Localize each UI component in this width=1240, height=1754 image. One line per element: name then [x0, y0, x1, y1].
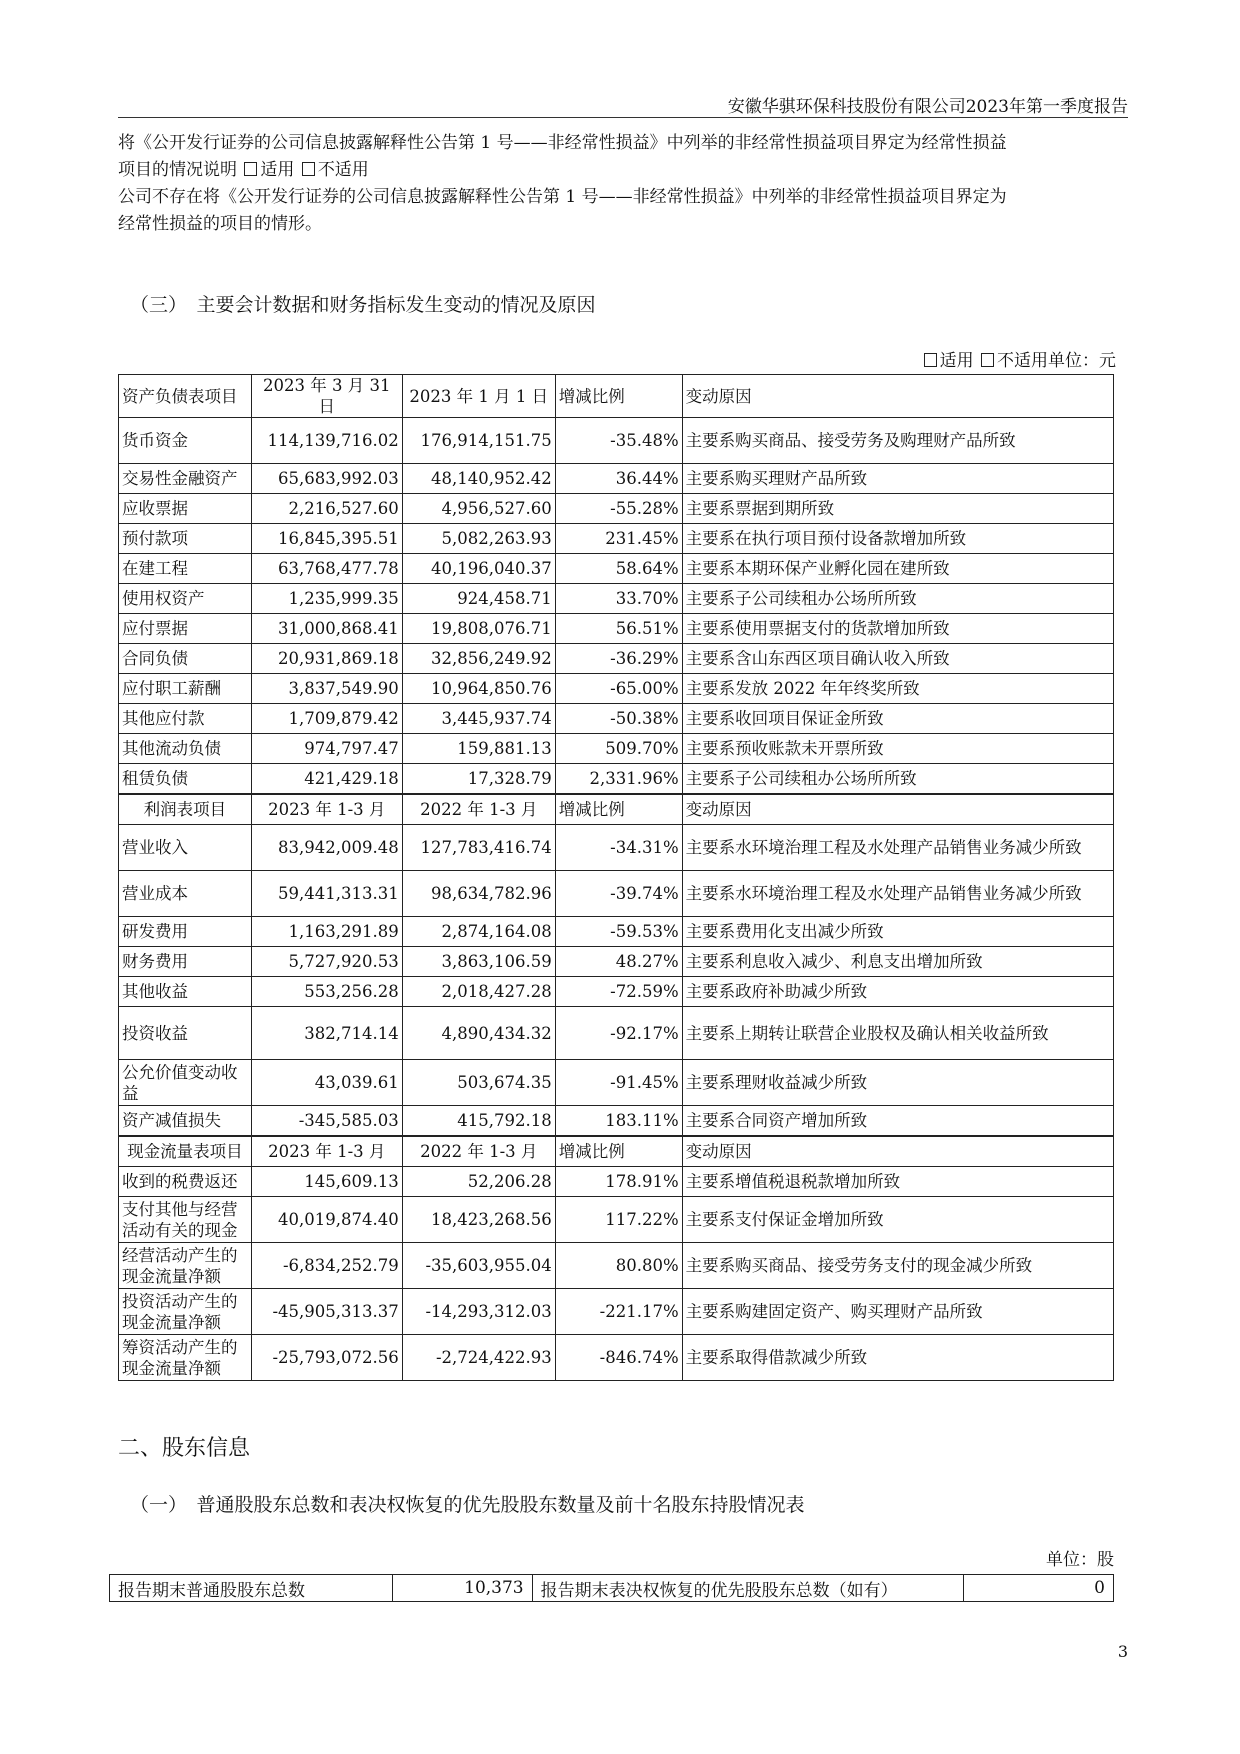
cell-previous: 3,863,106.59	[402, 947, 555, 977]
shareholder-count-table	[109, 1574, 1114, 1602]
cell-item: 资产减值损失	[119, 1106, 252, 1137]
cell-reason: 主要系费用化支出减少所致	[682, 917, 1113, 947]
cell-previous: 4,890,434.32	[402, 1007, 555, 1060]
cell-current: 2,216,527.60	[251, 494, 402, 524]
cell-current: -45,905,313.37	[251, 1289, 402, 1335]
preferred-holders-label: 报告期末表决权恢复的优先股股东总数（如有）	[532, 1575, 964, 1602]
cell-reason: 主要系预收账款未开票所致	[682, 734, 1113, 764]
table-row	[119, 1060, 1114, 1106]
table-row	[110, 1575, 1114, 1602]
unit-applicable-label: 适用	[939, 351, 974, 371]
table-row	[119, 524, 1114, 554]
cell-change: -91.45%	[555, 1060, 682, 1106]
cell-reason: 主要系合同资产增加所致	[682, 1106, 1113, 1137]
cell-previous: 2,018,427.28	[402, 977, 555, 1007]
checkbox-not-applicable-icon	[981, 353, 994, 367]
table-row	[119, 1106, 1114, 1137]
cell-change: 183.11%	[555, 1106, 682, 1137]
column-header-previous: 2022 年 1-3 月	[402, 1136, 555, 1167]
column-header-previous: 2022 年 1-3 月	[402, 794, 555, 825]
cell-current: 63,768,477.78	[251, 554, 402, 584]
cell-item: 财务费用	[119, 947, 252, 977]
cell-item: 预付款项	[119, 524, 252, 554]
cell-previous: 4,956,527.60	[402, 494, 555, 524]
cell-reason: 主要系购买商品、接受劳务支付的现金减少所致	[682, 1243, 1113, 1289]
cell-change: -36.29%	[555, 644, 682, 674]
cell-change: 117.22%	[555, 1197, 682, 1243]
cell-item: 支付其他与经营活动有关的现金	[119, 1197, 252, 1243]
cell-current: 1,163,291.89	[251, 917, 402, 947]
total-holders-label: 报告期末普通股股东总数	[110, 1575, 393, 1602]
column-header-current: 2023 年 1-3 月	[251, 794, 402, 825]
cell-current: 114,139,716.02	[251, 418, 402, 464]
cell-previous: 924,458.71	[402, 584, 555, 614]
cell-current: 16,845,395.51	[251, 524, 402, 554]
cell-previous: -14,293,312.03	[402, 1289, 555, 1335]
cell-item: 经营活动产生的现金流量净额	[119, 1243, 252, 1289]
cell-item: 筹资活动产生的现金流量净额	[119, 1335, 252, 1381]
cell-current: -345,585.03	[251, 1106, 402, 1137]
cell-previous: 176,914,151.75	[402, 418, 555, 464]
cell-item: 应付职工薪酬	[119, 674, 252, 704]
cell-item: 其他应付款	[119, 704, 252, 734]
unit-not-applicable-label: 不适用	[997, 351, 1048, 371]
cell-change: -34.31%	[555, 825, 682, 871]
cell-previous: 2,874,164.08	[402, 917, 555, 947]
cell-previous: -2,724,422.93	[402, 1335, 555, 1381]
cell-reason: 主要系发放 2022 年年终奖所致	[682, 674, 1113, 704]
cell-change: -35.48%	[555, 418, 682, 464]
column-header-reason: 变动原因	[682, 1136, 1113, 1167]
cell-change: 231.45%	[555, 524, 682, 554]
cell-previous: 5,082,263.93	[402, 524, 555, 554]
applicable-label: 适用	[260, 160, 295, 180]
cell-item: 投资收益	[119, 1007, 252, 1060]
cell-reason: 主要系支付保证金增加所致	[682, 1197, 1113, 1243]
table-row	[119, 554, 1114, 584]
cell-previous: 98,634,782.96	[402, 871, 555, 917]
column-header-item: 资产负债表项目	[119, 375, 252, 418]
table-row	[119, 494, 1114, 524]
cell-current: 65,683,992.03	[251, 464, 402, 494]
cell-item: 营业成本	[119, 871, 252, 917]
cell-previous: 127,783,416.74	[402, 825, 555, 871]
cell-current: 43,039.61	[251, 1060, 402, 1106]
cell-change: -65.00%	[555, 674, 682, 704]
cell-item: 公允价值变动收益	[119, 1060, 252, 1106]
column-header-previous: 2023 年 1 月 1 日	[402, 375, 555, 418]
table-row	[119, 871, 1114, 917]
table-row	[119, 644, 1114, 674]
cell-change: 2,331.96%	[555, 764, 682, 795]
table-row	[119, 1289, 1114, 1335]
cell-previous: 40,196,040.37	[402, 554, 555, 584]
cell-previous: 159,881.13	[402, 734, 555, 764]
cell-current: 145,609.13	[251, 1167, 402, 1197]
table-row	[119, 1243, 1114, 1289]
shareholders-subheading: （一） 普通股股东总数和表决权恢复的优先股股东数量及前十名股东持股情况表	[130, 1494, 805, 1516]
cell-previous: -35,603,955.04	[402, 1243, 555, 1289]
table-row	[119, 1167, 1114, 1197]
cell-reason: 主要系上期转让联营企业股权及确认相关收益所致	[682, 1007, 1113, 1060]
checkbox-applicable-icon	[924, 353, 937, 367]
cell-reason: 主要系本期环保产业孵化园在建所致	[682, 554, 1113, 584]
cell-current: 1,709,879.42	[251, 704, 402, 734]
cell-change: -59.53%	[555, 917, 682, 947]
cell-reason: 主要系购买商品、接受劳务及购理财产品所致	[682, 418, 1113, 464]
cell-reason: 主要系收回项目保证金所致	[682, 704, 1113, 734]
cell-reason: 主要系含山东西区项目确认收入所致	[682, 644, 1113, 674]
cell-item: 应付票据	[119, 614, 252, 644]
table-header-row	[119, 375, 1114, 418]
cell-current: 5,727,920.53	[251, 947, 402, 977]
table-row	[119, 464, 1114, 494]
section-3-heading: （三） 主要会计数据和财务指标发生变动的情况及原因	[130, 294, 596, 316]
cell-item: 货币资金	[119, 418, 252, 464]
cell-change: -39.74%	[555, 871, 682, 917]
cell-change: 58.64%	[555, 554, 682, 584]
cell-current: 59,441,313.31	[251, 871, 402, 917]
report-header-title: 安徽华骐环保科技股份有限公司2023年第一季度报告	[727, 97, 1128, 117]
cell-reason: 主要系水环境治理工程及水处理产品销售业务减少所致	[682, 825, 1113, 871]
cell-reason: 主要系利息收入减少、利息支出增加所致	[682, 947, 1113, 977]
cell-item: 收到的税费返还	[119, 1167, 252, 1197]
cell-item: 其他收益	[119, 977, 252, 1007]
note-statement-line-2: 经常性损益的项目的情形。	[118, 214, 322, 234]
cell-current: 20,931,869.18	[251, 644, 402, 674]
cell-item: 在建工程	[119, 554, 252, 584]
table-header-row	[119, 794, 1114, 825]
cell-current: 382,714.14	[251, 1007, 402, 1060]
cell-reason: 主要系子公司续租办公场所所致	[682, 764, 1113, 795]
table-header-row	[119, 1136, 1114, 1167]
cell-change: -55.28%	[555, 494, 682, 524]
cell-change: 36.44%	[555, 464, 682, 494]
cell-item: 交易性金融资产	[119, 464, 252, 494]
cell-item: 研发费用	[119, 917, 252, 947]
shareholders-heading: 二、股东信息	[118, 1436, 251, 1461]
column-header-item: 利润表项目	[119, 794, 252, 825]
cell-previous: 415,792.18	[402, 1106, 555, 1137]
note-line-1: 将《公开发行证券的公司信息披露解释性公告第 1 号——非经常性损益》中列举的非经常性损益项目界定为经常性损益	[118, 133, 1007, 153]
cell-reason: 主要系增值税退税款增加所致	[682, 1167, 1113, 1197]
column-header-current: 2023 年 1-3 月	[251, 1136, 402, 1167]
table-row	[119, 1335, 1114, 1381]
cell-change: 48.27%	[555, 947, 682, 977]
cell-current: 83,942,009.48	[251, 825, 402, 871]
table-row	[119, 1007, 1114, 1060]
cell-current: 421,429.18	[251, 764, 402, 795]
cell-change: -846.74%	[555, 1335, 682, 1381]
column-header-reason: 变动原因	[682, 375, 1113, 418]
cell-previous: 32,856,249.92	[402, 644, 555, 674]
cell-current: -25,793,072.56	[251, 1335, 402, 1381]
table-row	[119, 614, 1114, 644]
cell-reason: 主要系政府补助减少所致	[682, 977, 1113, 1007]
column-header-current: 2023 年 3 月 31 日	[251, 375, 402, 418]
cell-previous: 48,140,952.42	[402, 464, 555, 494]
cell-reason: 主要系在执行项目预付设备款增加所致	[682, 524, 1113, 554]
cell-item: 使用权资产	[119, 584, 252, 614]
table-row	[119, 704, 1114, 734]
cell-previous: 18,423,268.56	[402, 1197, 555, 1243]
cell-change: -50.38%	[555, 704, 682, 734]
checkbox-not-applicable-icon	[302, 162, 315, 176]
cell-current: 974,797.47	[251, 734, 402, 764]
table-row	[119, 764, 1114, 795]
total-holders-value: 10,373	[392, 1575, 532, 1602]
cell-reason: 主要系子公司续租办公场所所致	[682, 584, 1113, 614]
cell-previous: 19,808,076.71	[402, 614, 555, 644]
unit-label: 单位：元	[1048, 351, 1116, 371]
cell-reason: 主要系购建固定资产、购买理财产品所致	[682, 1289, 1113, 1335]
cell-current: 1,235,999.35	[251, 584, 402, 614]
cell-change: -92.17%	[555, 1007, 682, 1060]
table-row	[119, 977, 1114, 1007]
table-row	[119, 734, 1114, 764]
cell-change: 80.80%	[555, 1243, 682, 1289]
table-row	[119, 674, 1114, 704]
cell-current: 3,837,549.90	[251, 674, 402, 704]
table-row	[119, 917, 1114, 947]
table-row	[119, 947, 1114, 977]
cell-item: 其他流动负债	[119, 734, 252, 764]
cell-previous: 3,445,937.74	[402, 704, 555, 734]
cell-change: 56.51%	[555, 614, 682, 644]
cell-item: 租赁负债	[119, 764, 252, 795]
cell-change: 509.70%	[555, 734, 682, 764]
cell-previous: 17,328.79	[402, 764, 555, 795]
note-line-2	[118, 157, 1113, 184]
cell-current: 31,000,868.41	[251, 614, 402, 644]
cell-current: -6,834,252.79	[251, 1243, 402, 1289]
cell-item: 营业收入	[119, 825, 252, 871]
shares-unit-label: 单位：股	[1046, 1550, 1114, 1570]
table-row	[119, 825, 1114, 871]
financial-change-table	[118, 374, 1114, 1381]
cell-change: -72.59%	[555, 977, 682, 1007]
cell-reason: 主要系取得借款减少所致	[682, 1335, 1113, 1381]
cell-item: 应收票据	[119, 494, 252, 524]
table-row	[119, 418, 1114, 464]
cell-item: 投资活动产生的现金流量净额	[119, 1289, 252, 1335]
cell-reason: 主要系票据到期所致	[682, 494, 1113, 524]
non-recurring-note	[118, 130, 1113, 238]
table-row	[119, 1197, 1114, 1243]
header-divider	[118, 117, 1128, 118]
column-header-change: 增减比例	[555, 1136, 682, 1167]
cell-reason: 主要系使用票据支付的货款增加所致	[682, 614, 1113, 644]
column-header-change: 增减比例	[555, 375, 682, 418]
cell-change: 33.70%	[555, 584, 682, 614]
cell-reason: 主要系水环境治理工程及水处理产品销售业务减少所致	[682, 871, 1113, 917]
column-header-reason: 变动原因	[682, 794, 1113, 825]
cell-reason: 主要系购买理财产品所致	[682, 464, 1113, 494]
cell-reason: 主要系理财收益减少所致	[682, 1060, 1113, 1106]
note-statement-line-1: 公司不存在将《公开发行证券的公司信息披露解释性公告第 1 号——非经常性损益》中列举的非经常性损益项目界定为	[118, 187, 1007, 207]
cell-current: 40,019,874.40	[251, 1197, 402, 1243]
cell-change: 178.91%	[555, 1167, 682, 1197]
column-header-change: 增减比例	[555, 794, 682, 825]
page-number: 3	[1117, 1642, 1128, 1661]
column-header-item: 现金流量表项目	[119, 1136, 252, 1167]
cell-item: 合同负债	[119, 644, 252, 674]
not-applicable-label: 不适用	[317, 160, 369, 180]
cell-previous: 503,674.35	[402, 1060, 555, 1106]
note-line-2-prefix: 项目的情况说明	[118, 160, 237, 180]
table-row	[119, 584, 1114, 614]
cell-previous: 52,206.28	[402, 1167, 555, 1197]
checkbox-applicable-icon	[244, 162, 257, 176]
unit-line	[922, 346, 1116, 371]
cell-previous: 10,964,850.76	[402, 674, 555, 704]
cell-current: 553,256.28	[251, 977, 402, 1007]
cell-change: -221.17%	[555, 1289, 682, 1335]
preferred-holders-value: 0	[964, 1575, 1114, 1602]
